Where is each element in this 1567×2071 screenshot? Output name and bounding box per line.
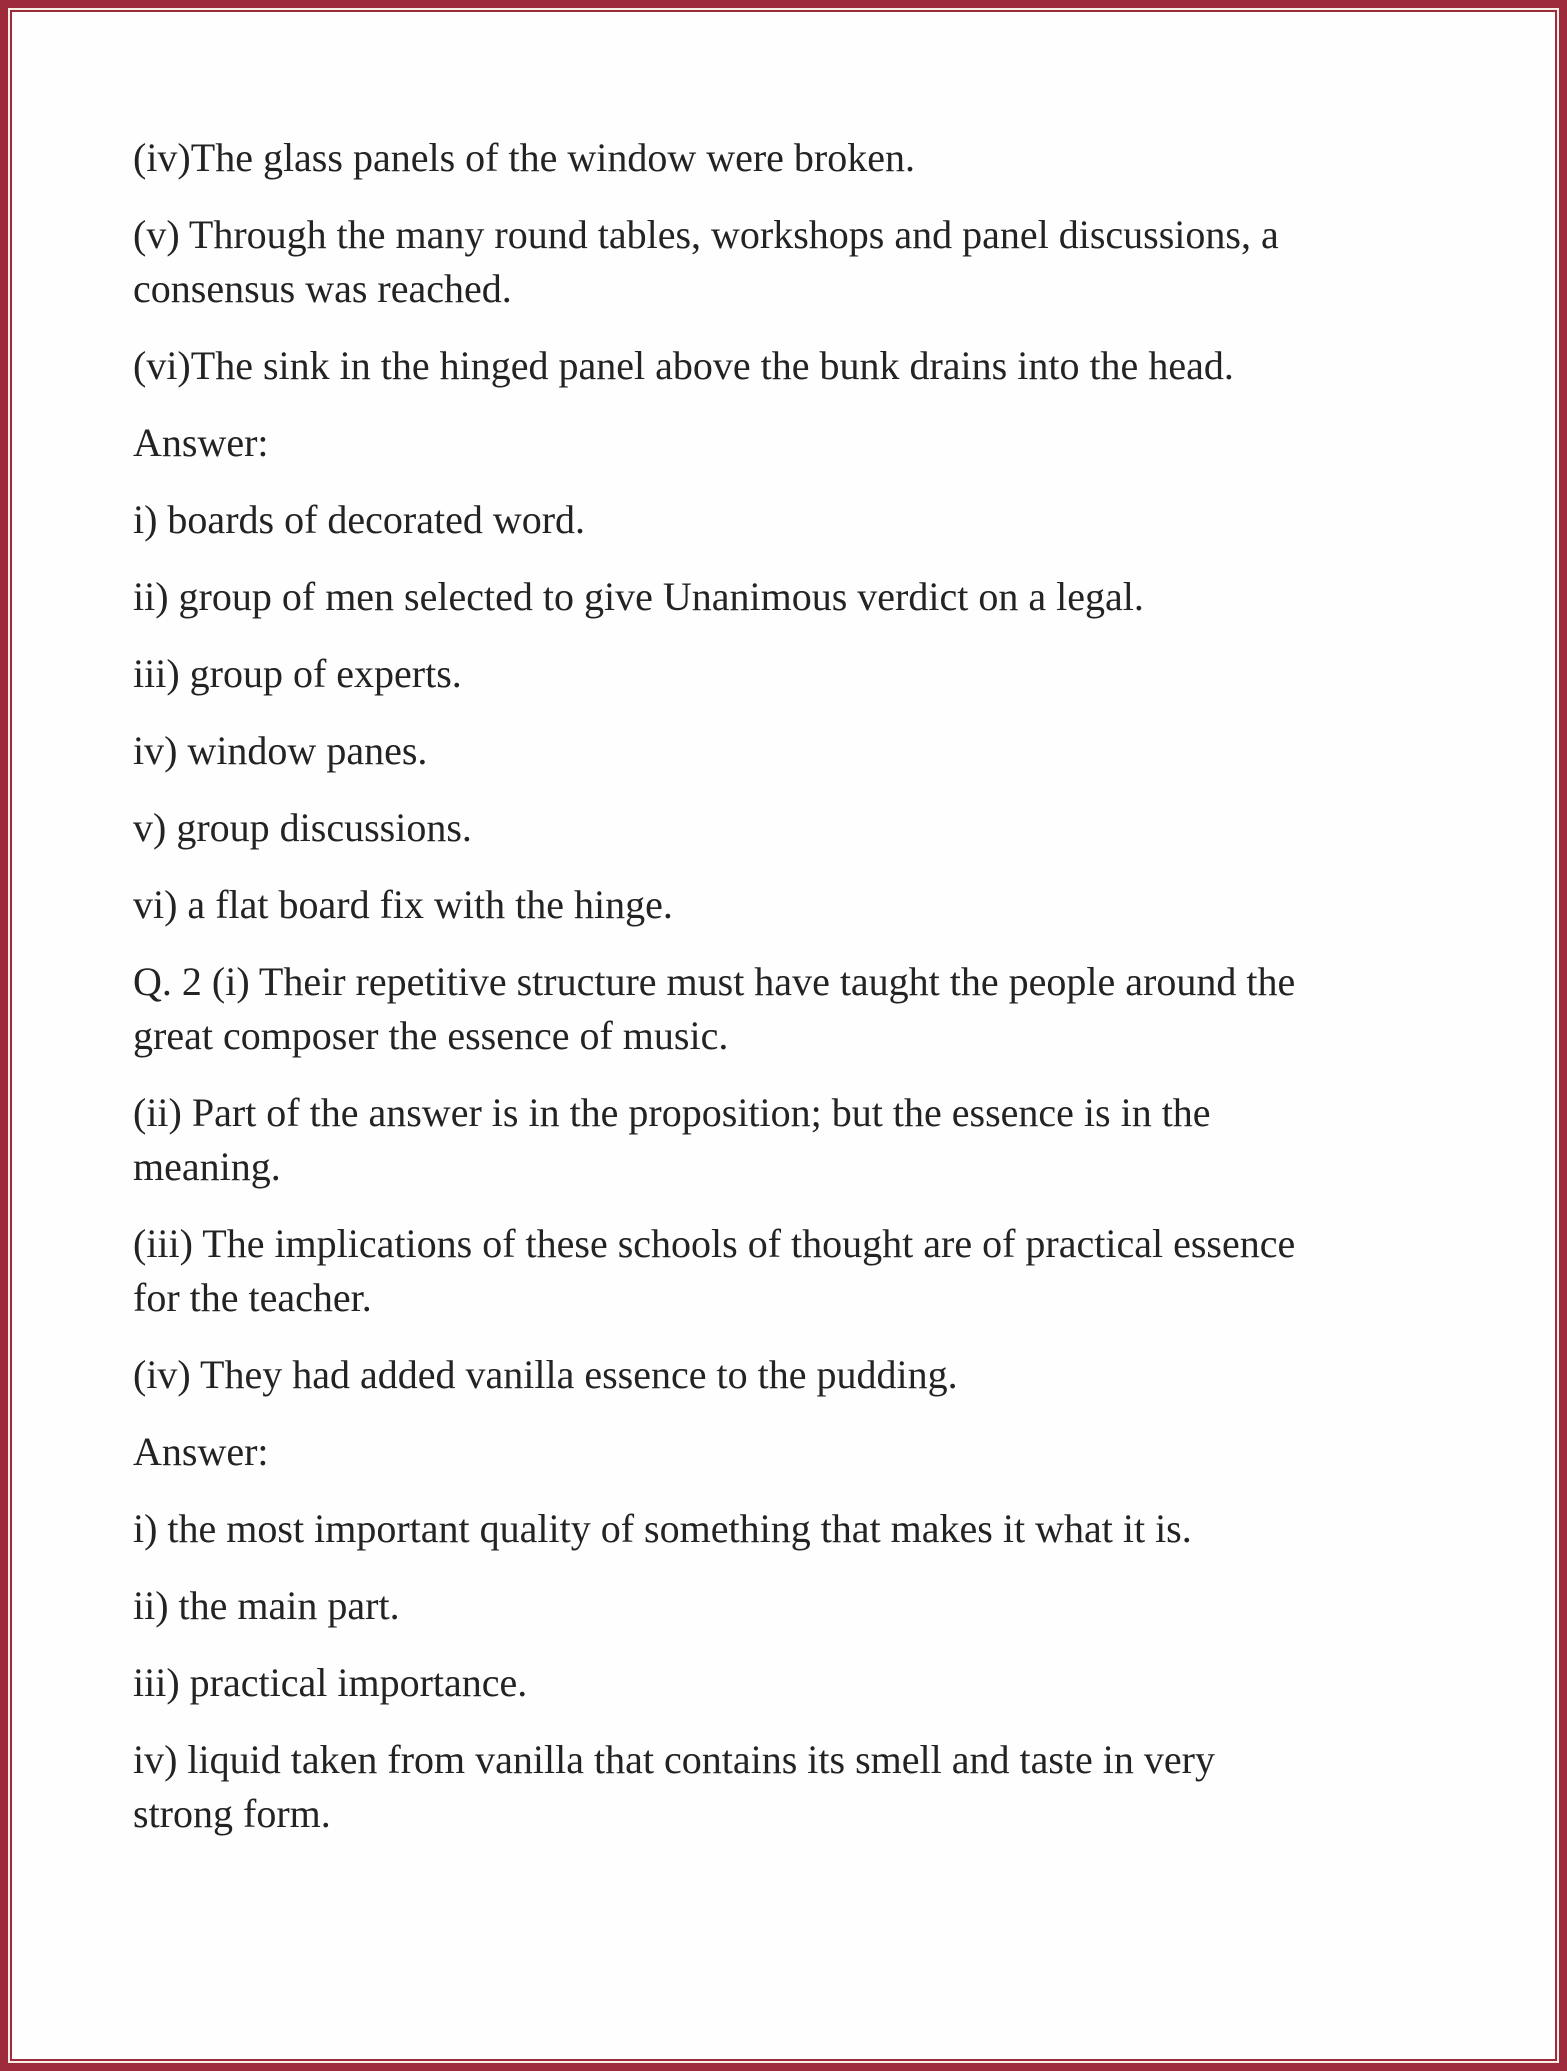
text-line: ii) group of men selected to give Unanimous verdict on a legal. bbox=[133, 574, 1144, 619]
text-line: consensus was reached. bbox=[133, 266, 512, 311]
question-item bbox=[133, 131, 1453, 185]
text-line: ii) the main part. bbox=[133, 1583, 400, 1628]
text-line: (ii) Part of the answer is in the proposition; but the essence is in the bbox=[133, 1090, 1211, 1135]
question-item bbox=[133, 955, 1453, 1063]
text-line: great composer the essence of music. bbox=[133, 1013, 729, 1058]
question-item bbox=[133, 339, 1453, 393]
text-line: iv) liquid taken from vanilla that contains its smell and taste in very bbox=[133, 1737, 1215, 1782]
answer-item bbox=[133, 647, 1453, 701]
text-line: (iv) They had added vanilla essence to the pudding. bbox=[133, 1352, 958, 1397]
text-line: for the teacher. bbox=[133, 1275, 372, 1320]
text-line: (v) Through the many round tables, workshops and panel discussions, a bbox=[133, 212, 1279, 257]
question-item bbox=[133, 1217, 1453, 1325]
text-line: (iii) The implications of these schools of thought are of practical essence bbox=[133, 1221, 1296, 1266]
answer-item bbox=[133, 493, 1453, 547]
text-line: meaning. bbox=[133, 1144, 281, 1189]
text-line: iii) group of experts. bbox=[133, 651, 462, 696]
text-line: strong form. bbox=[133, 1791, 331, 1836]
text-line: Q. 2 (i) Their repetitive structure must have taught the people around the bbox=[133, 959, 1296, 1004]
text-line: i) the most important quality of something that makes it what it is. bbox=[133, 1506, 1192, 1551]
answer-item bbox=[133, 801, 1453, 855]
text-line: (iv)The glass panels of the window were broken. bbox=[133, 135, 915, 180]
text-line: Answer: bbox=[133, 1429, 269, 1474]
text-line: iv) window panes. bbox=[133, 728, 428, 773]
document-page bbox=[12, 12, 1555, 2059]
answer-item bbox=[133, 1579, 1453, 1633]
text-line: Answer: bbox=[133, 420, 269, 465]
document-body bbox=[133, 131, 1453, 1864]
question-item bbox=[133, 1348, 1453, 1402]
question-item bbox=[133, 1086, 1453, 1194]
answer-item bbox=[133, 878, 1453, 932]
question-item bbox=[133, 208, 1453, 316]
answer-item bbox=[133, 570, 1453, 624]
answer-heading bbox=[133, 1425, 1453, 1479]
text-line: iii) practical importance. bbox=[133, 1660, 528, 1705]
answer-item bbox=[133, 724, 1453, 778]
answer-item bbox=[133, 1733, 1453, 1841]
answer-item bbox=[133, 1502, 1453, 1556]
answer-heading bbox=[133, 416, 1453, 470]
text-line: v) group discussions. bbox=[133, 805, 472, 850]
text-line: i) boards of decorated word. bbox=[133, 497, 586, 542]
answer-item bbox=[133, 1656, 1453, 1710]
text-line: vi) a flat board fix with the hinge. bbox=[133, 882, 673, 927]
text-line: (vi)The sink in the hinged panel above the bunk drains into the head. bbox=[133, 343, 1234, 388]
